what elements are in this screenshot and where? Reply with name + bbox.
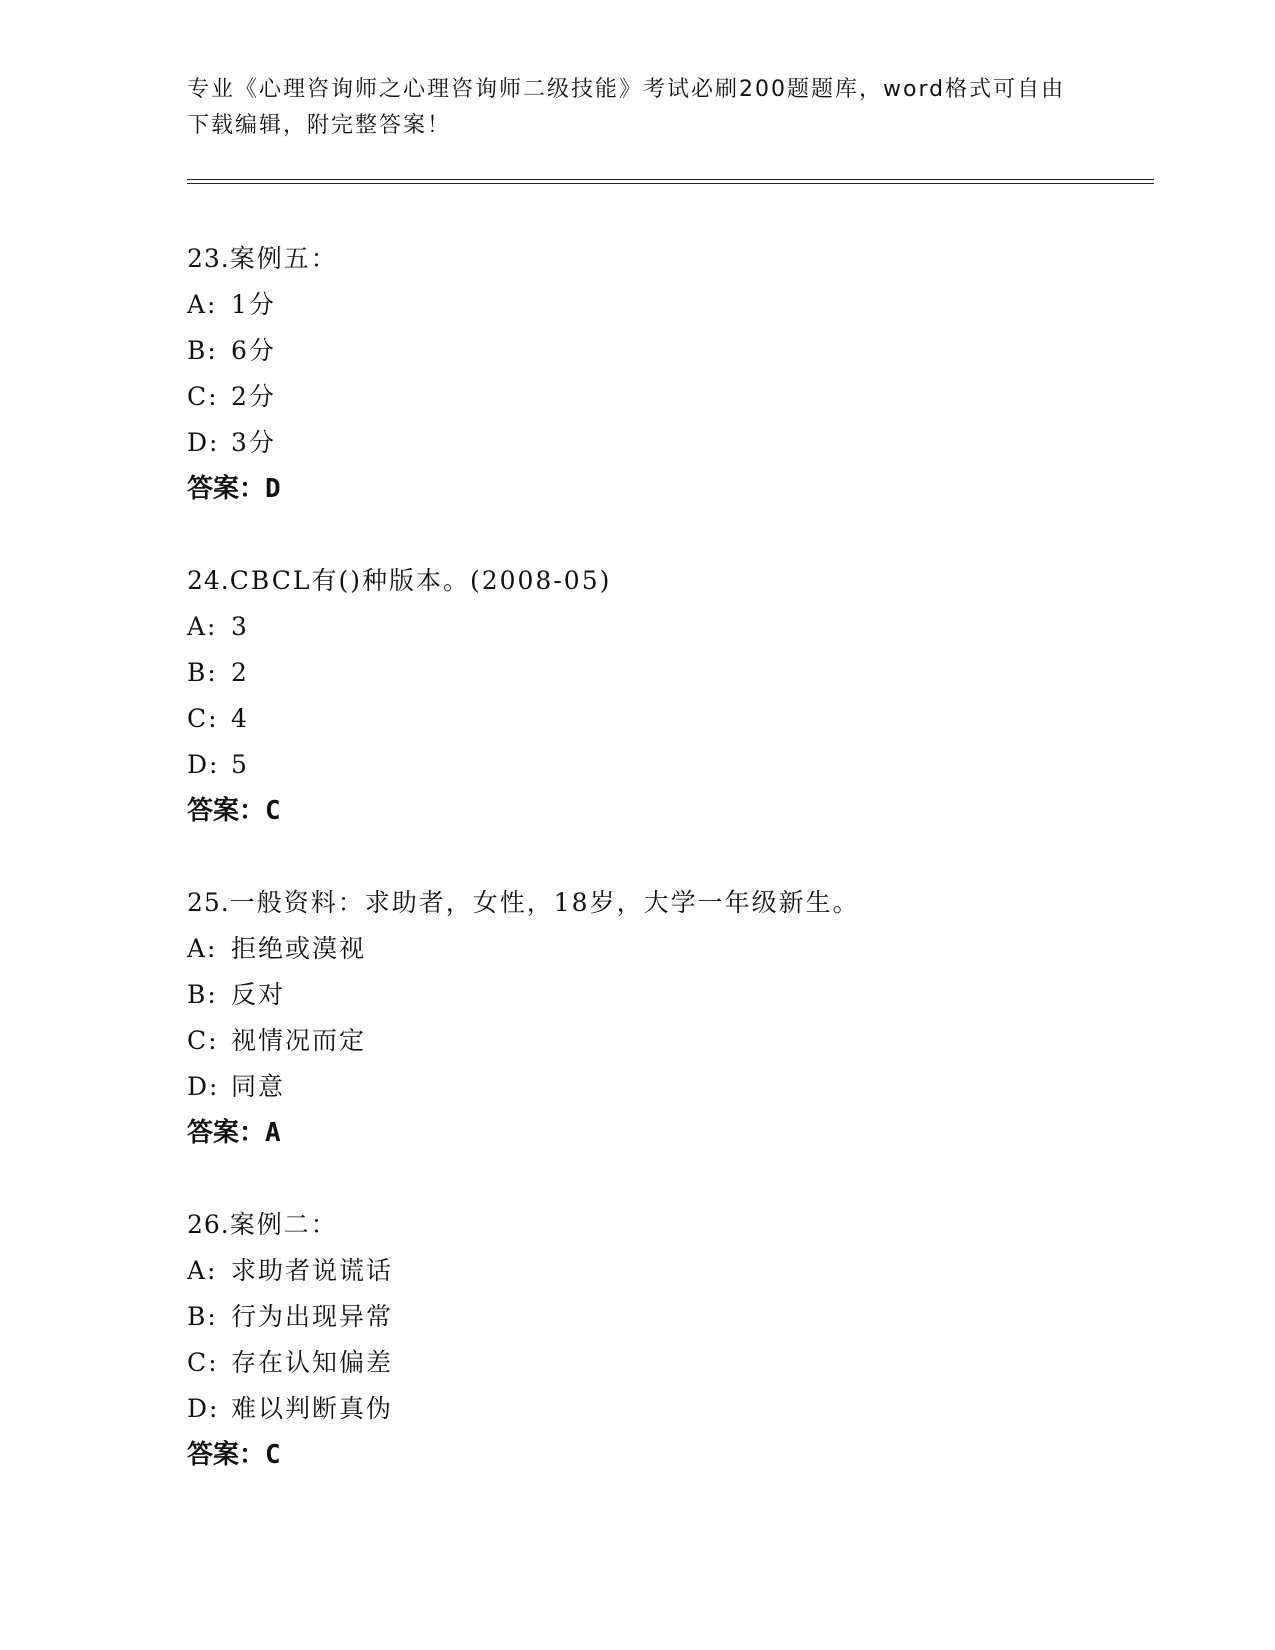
answer-line [187,1432,1147,1478]
option-text: 3 [231,612,249,641]
option-c [187,374,1147,420]
answer-label: 答案： [187,474,266,504]
option-b [187,328,1147,374]
option-b [187,1294,1147,1340]
option-key: B: [187,658,218,687]
question-23 [187,236,1147,512]
answer-line [187,788,1147,834]
question-25 [187,880,1147,1156]
answer-value: C [265,796,281,826]
option-key: A: [187,1256,218,1285]
option-key: C: [187,704,219,733]
option-text: 拒绝或漠视 [231,934,367,963]
option-b [187,972,1147,1018]
question-text: 案例五： [229,244,338,273]
question-24 [187,558,1147,834]
option-d [187,742,1147,788]
option-text: 4 [231,704,249,733]
option-key: C: [187,382,219,411]
question-text: 案例二： [229,1210,338,1239]
question-number: 23. [187,244,230,273]
option-key: B: [187,1302,218,1331]
option-key: A: [187,612,218,641]
option-text: 2分 [231,382,276,411]
option-text: 3分 [231,428,276,457]
question-number: 24. [187,566,230,595]
option-c [187,696,1147,742]
option-key: C: [187,1026,219,1055]
option-text: 2 [231,658,249,687]
option-text: 同意 [231,1072,286,1101]
option-key: D: [187,1394,220,1423]
option-a [187,926,1147,972]
answer-label: 答案： [187,796,266,826]
question-number: 25. [187,888,230,917]
option-text: 难以判断真伪 [231,1394,394,1423]
option-b [187,650,1147,696]
answer-label: 答案： [187,1118,266,1148]
option-text: 5 [231,750,249,779]
option-text: 存在认知偏差 [231,1348,394,1377]
question-text: CBCL有()种版本。(2008-05) [229,566,612,595]
question-stem [187,880,1147,926]
question-number: 26. [187,1210,230,1239]
option-key: A: [187,934,218,963]
option-text: 1分 [231,290,276,319]
option-text: 反对 [231,980,286,1009]
option-key: D: [187,428,220,457]
option-key: D: [187,1072,220,1101]
header-divider-bottom [187,183,1154,184]
option-d [187,1386,1147,1432]
option-d [187,1064,1147,1110]
answer-value: C [265,1440,281,1470]
option-text: 行为出现异常 [231,1302,394,1331]
option-c [187,1018,1147,1064]
option-key: A: [187,290,218,319]
answer-value: A [265,1118,281,1148]
option-text: 视情况而定 [231,1026,367,1055]
option-text: 6分 [231,336,276,365]
header-divider-top [187,179,1154,180]
answer-line [187,1110,1147,1156]
option-key: B: [187,980,218,1009]
option-key: C: [187,1348,219,1377]
answer-label: 答案： [187,1440,266,1470]
question-list [187,236,1147,1524]
option-a [187,1248,1147,1294]
option-d [187,420,1147,466]
question-stem [187,558,1147,604]
option-a [187,282,1147,328]
answer-line [187,466,1147,512]
option-key: B: [187,336,218,365]
option-a [187,604,1147,650]
question-stem [187,236,1147,282]
question-text: 一般资料：求助者，女性，18岁，大学一年级新生。 [229,888,860,917]
option-text: 求助者说谎话 [231,1256,394,1285]
question-26 [187,1202,1147,1478]
option-c [187,1340,1147,1386]
document-intro: 专业《心理咨询师之心理咨询师二级技能》考试必刷200题题库，word格式可自由下载编辑，附完整答案！ [187,77,1066,138]
answer-value: D [265,474,281,504]
option-key: D: [187,750,220,779]
question-stem [187,1202,1147,1248]
